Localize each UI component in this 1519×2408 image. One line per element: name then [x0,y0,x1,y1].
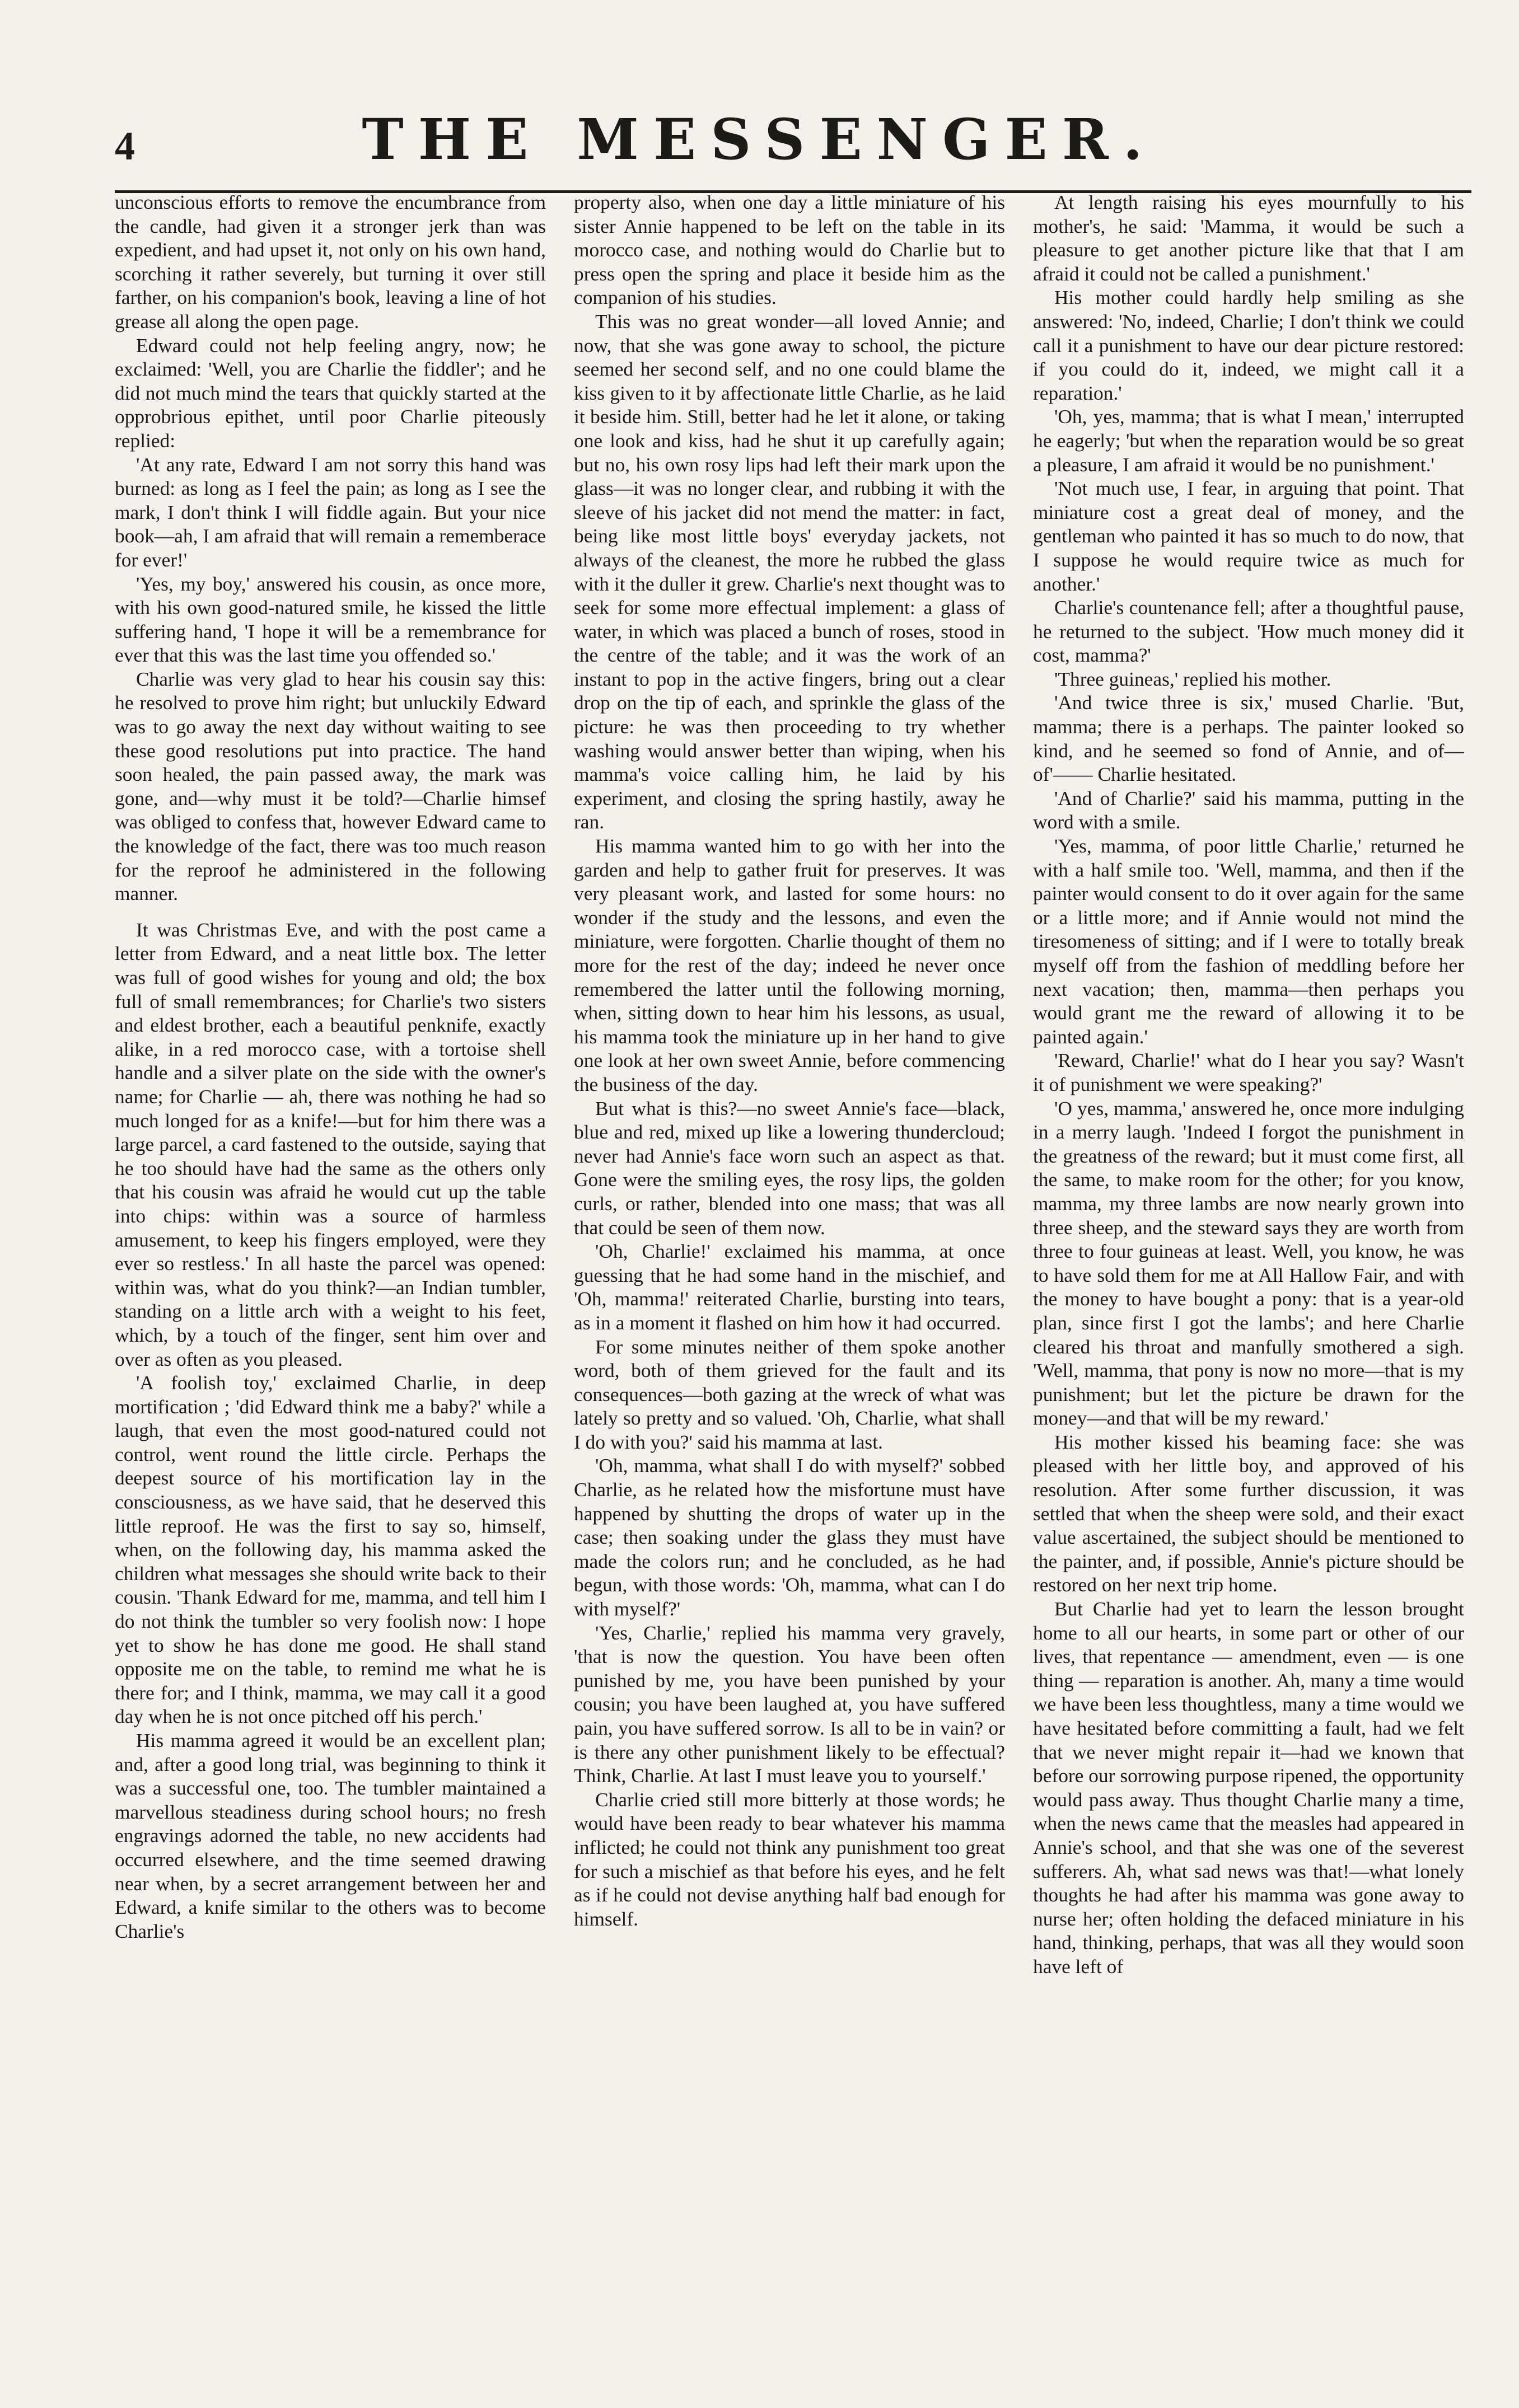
paragraph: This was no great wonder—all loved Annie; and now, that she was gone away to school, the picture seemed her second self, and no one could blame the kiss given to it by affectionate little Charlie, as he laid it beside him. Still, better had he let it alone, or taking one look and kiss, had he shut it up carefully again; but no, his own rosy lips had left their mark upon the glass—it was no longer clear, and rubbing it with the sleeve of his jacket did not mend the matter: in fact, being like most little boys' everyday jackets, not always of the cleanest, the more he rubbed the glass with it the duller it grew. Charlie's next thought was to seek for some more effectual implement: a glass of water, in which was placed a bunch of roses, stood in the centre of the table; and it was the work of an instant to pop in the active fingers, bring out a clear drop on the tip of each, and sprinkle the glass of the picture: he was then proceeding to try whether washing would answer better than wiping, when his mamma's voice calling him, he laid by his experiment, and closing the spring hastily, away he ran. [574,310,1005,833]
paragraph: For some minutes neither of them spoke another word, both of them grieved for the fault and its consequences—both gazing at the wreck of what was lately so pretty and so valued. 'Oh, Charlie, what shall I do with you?' said his mamma at last. [574,1335,1005,1453]
paragraph: 'At any rate, Edward I am not sorry this hand was burned: as long as I feel the pain; as long as I see the mark, I don't think I will fiddle again. But your nice book—ah, I am afraid that will remain a rememberace for ever!' [115,453,546,571]
newspaper-title: THE MESSENGER. [362,106,1157,172]
text-column-3 [1033,190,1464,2379]
paragraph: 'O yes, mamma,' answered he, once more indulging in a merry laugh. 'Indeed I forgot the punishment in the greatness of the reward; but it must come first, all the same, to make room for the other; for you know, mamma, my three lambs are now nearly grown into three sheep, and the steward says they are worth from three to four guineas at least. Well, you know, he was to have sold them for me at All Hallow Fair, and with the money to have bought a pony: that is a year-old plan, since first I got the lambs'; and here Charlie cleared his throat and manfully smothered a sigh. 'Well, mamma, that pony is now no more—that is my punishment; but let the picture be drawn for the money—and that will be my reward.' [1033,1097,1464,1430]
paragraph: 'Not much use, I fear, in arguing that point. That miniature cost a great deal of money, and the gentleman who painted it has so much to do now, that I suppose he would require twice as much for another.' [1033,477,1464,595]
paragraph: 'Oh, mamma, what shall I do with myself?' sobbed Charlie, as he related how the misfortune must have happened by shutting the drops of water up in the case; then soaking under the glass they must have made the colors run; and he concluded, as he had begun, with those words: 'Oh, mamma, what can I do with myself?' [574,1454,1005,1620]
paragraph: 'Oh, Charlie!' exclaimed his mamma, at once guessing that he had some hand in the mischief, and 'Oh, mamma!' reiterated Charlie, bursting into tears, as in a moment it flashed on him how it had occurred. [574,1240,1005,1334]
paragraph: Edward could not help feeling angry, now; he exclaimed: 'Well, you are Charlie the fiddler'; and he did not much mind the tears that quickly started at the opprobrious epithet, until poor Charlie piteously replied: [115,334,546,452]
paragraph: 'And of Charlie?' said his mamma, putting in the word with a smile. [1033,786,1464,833]
article-columns [115,190,1475,2379]
paragraph: property also, when one day a little miniature of his sister Annie happened to be left on the table in its morocco case, and nothing would do Charlie but to press open the spring and place it beside him as the companion of his studies. [574,191,1005,309]
paragraph: 'Yes, Charlie,' replied his mamma very gravely, 'that is now the question. You have been often punished by me, you have been punished by your cousin; you have been laughed at, you have suffered pain, you have suffered sorrow. Is all to be in vain? or is there any other punishment likely to be effectual? Think, Charlie. At last I must leave you to yourself.' [574,1621,1005,1787]
paragraph: Charlie's countenance fell; after a thoughtful pause, he returned to the subject. 'How much money did it cost, mamma?' [1033,596,1464,667]
paragraph: His mother kissed his beaming face: she was pleased with her little boy, and approved of his resolution. After some further discussion, it was settled that when the sheep were sold, and their exact value ascertained, the subject should be mentioned to the painter, and, if possible, Annie's picture should be restored on her next trip home. [1033,1430,1464,1596]
paragraph: His mamma agreed it would be an excellent plan; and, after a good long trial, was beginning to think it was a successful one, too. The tumbler maintained a marvellous steadiness during school hours; no fresh engravings adorned the table, no new accidents had occurred elsewhere, and the time seemed drawing near when, by a secret arrangement between her and Edward, a knife similar to the others was to become Charlie's [115,1729,546,1942]
text-column-2 [574,190,1005,2379]
paragraph: 'And twice three is six,' mused Charlie. 'But, mamma; there is a perhaps. The painter looked so kind, and he seemed so fond of Annie, and of—of'—— Charlie hesitated. [1033,691,1464,786]
paragraph: 'Reward, Charlie!' what do I hear you say? Wasn't it of punishment we were speaking?' [1033,1049,1464,1095]
page-number: 4 [115,124,135,168]
paragraph: Charlie cried still more bitterly at those words; he would have been ready to bear whatever his mamma inflicted; he could not think any punishment too great for such a mischief as that before his eyes, and he felt as if he could not devise anything half bad enough for himself. [574,1788,1005,1930]
paragraph: 'A foolish toy,' exclaimed Charlie, in deep mortification ; 'did Edward think me a baby?' while a laugh, that even the most good-natured could not control, went round the little circle. Perhaps the deepest source of his mortification lay in the consciousness, as we have said, that he deserved this little reproof. He was the first to say so, himself, when, on the following day, his mamma asked the children what messages she should write back to their cousin. 'Thank Edward for me, mamma, and tell him I do not think the tumbler so very foolish now: I hope yet to show he has done me good. He shall stand opposite me on the table, to remind me what he is there for; and I think, mamma, we may call it a good day when he is not once pitched off his perch.' [115,1371,546,1728]
paragraph: At length raising his eyes mournfully to his mother's, he said: 'Mamma, it would be such a pleasure to get another picture like that that I am afraid it could not be called a punishment.' [1033,191,1464,285]
paragraph: His mamma wanted him to go with her into the garden and help to gather fruit for preserves. It was very pleasant work, and lasted for some hours: no wonder if the study and the lessons, and even the miniature, were forgotten. Charlie thought of them no more for the rest of the day; indeed he never once remembered the latter until the following morning, when, sitting down to hear him his lessons, as usual, his mamma took the miniature up in her hand to give one look at her own sweet Annie, before commencing the business of the day. [574,835,1005,1095]
paragraph: Charlie was very glad to hear his cousin say this: he resolved to prove him right; but unluckily Edward was to go away the next day without waiting to see these good resolutions put into practice. The hand soon healed, the pain passed away, the mark was gone, and—why must it be told?—Charlie himsef was obliged to confess that, however Edward came to the knowledge of the fact, there was too much reason for the reproof he administered in the following manner. [115,667,546,905]
paragraph: unconscious efforts to remove the encumbrance from the candle, had given it a stronger jerk than was expedient, and had upset it, not only on his own hand, scorching it rather severely, but turning it over still farther, on his companion's book, leaving a line of hot grease all along the open page. [115,191,546,332]
paragraph: It was Christmas Eve, and with the post came a letter from Edward, and a neat little box. The letter was full of good wishes for young and old; the box full of small remembrances; for Charlie's two sisters and eldest brother, each a beautiful penknife, exactly alike, in a red morocco case, with a tortoise shell handle and a silver plate on the side with the owner's name; for Charlie — ah, there was nothing he had so much longed for as a knife!—but for him there was a large parcel, a card fastened to the outside, saying that he too should have had the same as the others only that his cousin was afraid he would cut up the table into chips: within was a source of harmless amusement, to keep his fingers employed, were they ever so restless.' In all haste the parcel was opened: within was, what do you think?—an Indian tumbler, standing on a little arch with a weight to his feet, which, by a touch of the finger, sent him over and over as often as you pleased. [115,918,546,1370]
paragraph: But Charlie had yet to learn the lesson brought home to all our hearts, in some part or other of our lives, that repentance — amendment, even — is one thing — reparation is another. Ah, many a time would we have been less thoughtless, many a time would we have hesitated before committing a fault, had we felt that we never might repair it—had we known that before our sorrowing purpose ripened, the opportunity would pass away. Thus thought Charlie many a time, when the news came that the measles had appeared in Annie's school, and that she was one of the severest sufferers. Ah, what sad news was that!—what lonely thoughts he had after his mamma was gone away to nurse her; often holding the defaced miniature in his hand, thinking, perhaps, that was all they would soon have left of [1033,1597,1464,1978]
masthead [0,84,1519,190]
paragraph: 'Three guineas,' replied his mother. [1054,667,1331,690]
paragraph: 'Yes, my boy,' answered his cousin, as once more, with his own good-natured smile, he kissed the little suffering hand, 'I hope it will be a remembrance for ever that this was the last time you offended so.' [115,572,546,667]
paragraph: His mother could hardly help smiling as she answered: 'No, indeed, Charlie; I don't think we could call it a punishment to have our dear picture restored: if you could do it, indeed, we might call it a reparation.' [1033,286,1464,404]
text-column-1 [115,190,546,2379]
paragraph: 'Oh, yes, mamma; that is what I mean,' interrupted he eagerly; 'but when the reparation would be so great a pleasure, I am afraid it would be no punishment.' [1033,405,1464,476]
paragraph: But what is this?—no sweet Annie's face—black, blue and red, mixed up like a lowering thundercloud; never had Annie's face worn such an aspect as that. Gone were the smiling eyes, the rosy lips, the golden curls, or rather, blended into one mass; that was all that could be seen of them now. [574,1097,1005,1239]
paragraph: 'Yes, mamma, of poor little Charlie,' returned he with a half smile too. 'Well, mamma, and then if the painter would consent to do it over again for the same or a little more; and if Annie would not mind the tiresomeness of sitting; and if I were to totally break myself off from the fashion of meddling before her next vacation; then, mamma—then perhaps you would grant me the reward of allowing it to be painted again.' [1033,835,1464,1048]
